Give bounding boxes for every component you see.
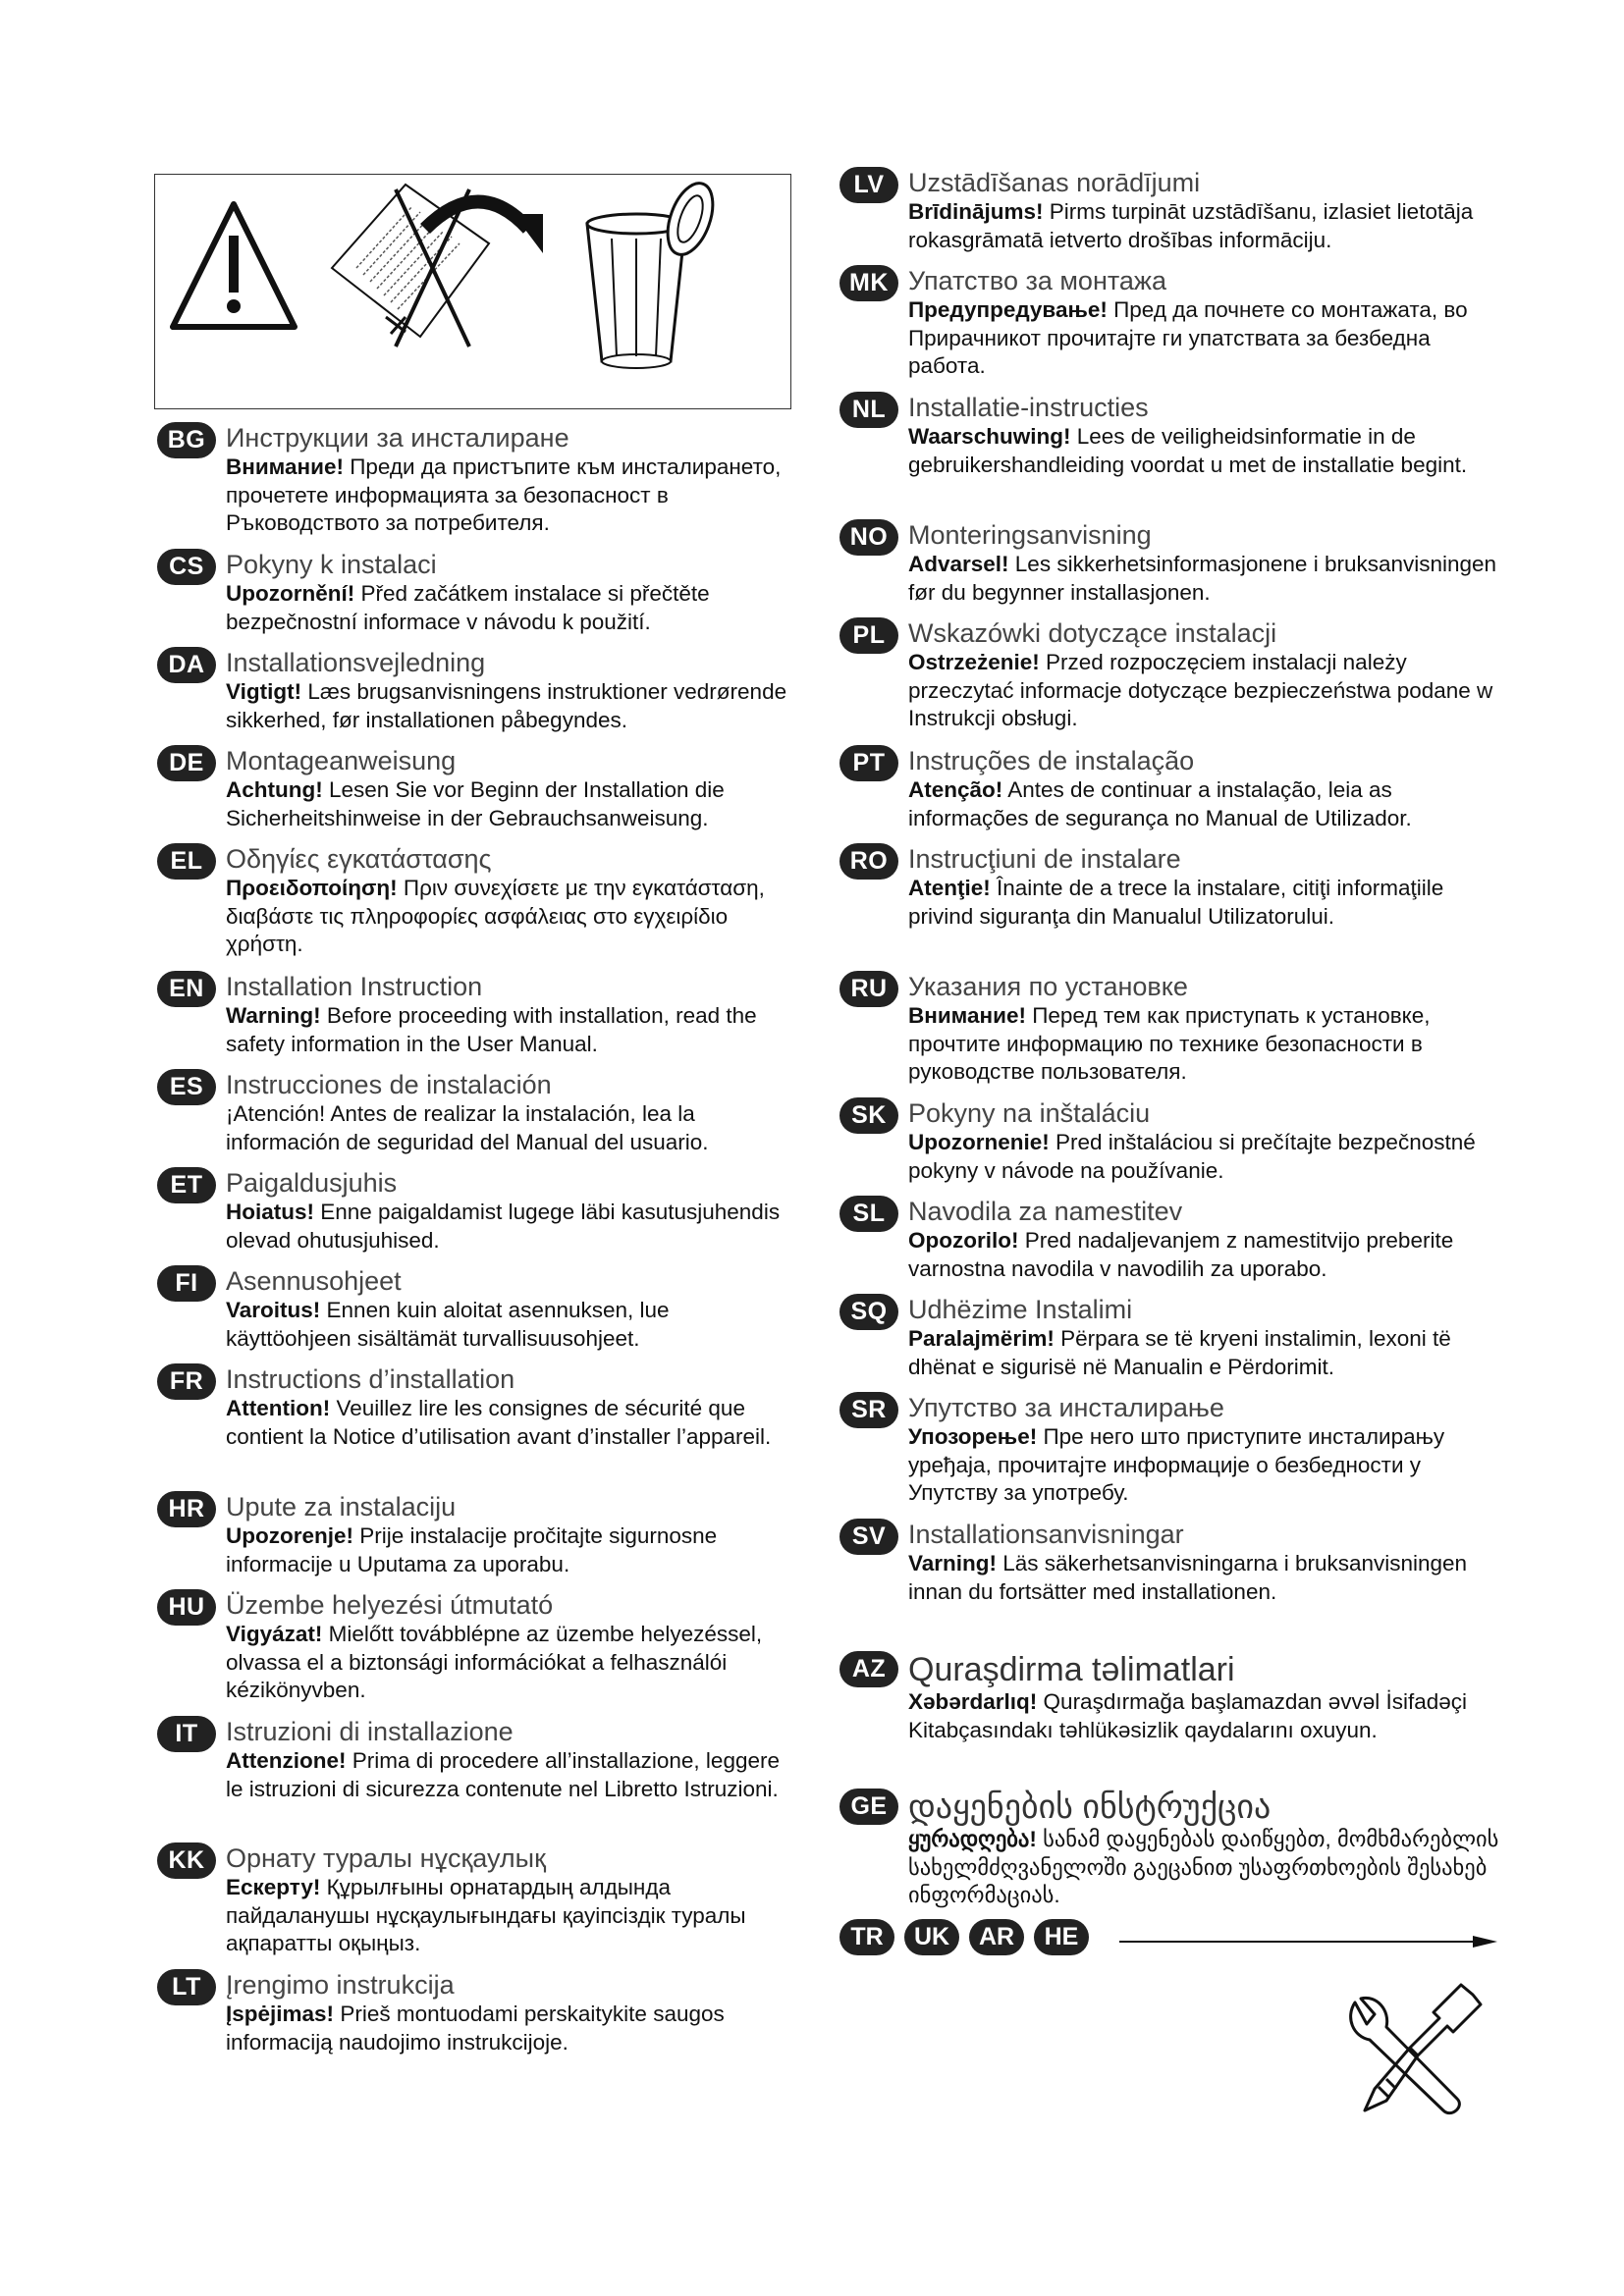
section-pt [839,745,1507,843]
section-title: Pokyny na inštaláciu [908,1098,1151,1128]
section-it [157,1716,795,1842]
lang-badge: SR [839,1392,898,1428]
warning-text: Pirms turpināt uzstādīšanu, izlasiet lietotāja rokasgrāmatā ietverto drošības informāciju. [908,199,1474,252]
section-body [226,678,795,734]
warning-label: Paralajmërim! [908,1326,1055,1351]
section-lt [157,1969,795,2067]
warning-label: Advarsel! [908,552,1009,576]
warning-label: Vigtigt! [226,679,302,704]
warning-label: Attenzione! [226,1748,347,1773]
section-body [908,1550,1507,1606]
section-et [157,1167,795,1265]
warning-text: Quraşdırmağa başlamazdan əvvəl İsifadəçi Kitabçasındakı təhlükəsizlik qaydalarını oxuyun. [908,1689,1468,1742]
warning-text: Пред да почнете со монтажата, во Прирачникот прочитајте ги упатствата за безбедна работа. [908,297,1468,378]
lang-badge: HR [157,1491,216,1527]
warning-label: Внимание! [908,1003,1026,1028]
lang-badge: IT [157,1716,216,1752]
section-body [226,776,795,832]
warning-text: Përpara se të kryeni instalimin, lexoni të dhënat e sigurisë në Manualin e Përdorimit. [908,1326,1451,1379]
section-da [157,647,795,745]
warning-text: Prieš montuodami perskaitykite saugos informaciją naudojimo instrukcijoje. [226,2002,725,2055]
lang-badge: RO [839,843,898,880]
lang-badge: SK [839,1097,898,1134]
lang-badge: SV [839,1519,898,1555]
warning-label: Atenţie! [908,876,991,900]
warning-label: Attention! [226,1396,331,1420]
section-title: Οδηγίες εγκατάστασης [226,844,492,874]
warning-label: Upozorenje! [226,1523,354,1548]
warning-text: Lesen Sie vor Beginn der Installation die Sicherheitshinweise in der Gebrauchsanweisung. [226,777,725,830]
section-sl [839,1196,1507,1294]
section-body [226,1747,795,1803]
section-sv [839,1519,1507,1651]
lang-badge: EL [157,843,216,880]
warning-label: ყურადღება! [908,1827,1037,1851]
warning-label: Внимание! [226,454,344,479]
section-title: Орнату туралы нұсқаулық [226,1843,546,1873]
lang-badge: BG [157,422,216,458]
section-body [226,1874,795,1958]
warning-text: Ennen kuin aloitat asennuksen, lue käyttöohjeen sisältämät turvallisuusohjeet. [226,1298,670,1351]
section-body [908,296,1507,381]
warning-text: Пре него што приступите инсталирању уређаја, прочитајте информације о безбедности у Упутству за употребу. [908,1424,1445,1505]
section-pl [839,617,1507,745]
lang-badge: KK [157,1842,216,1879]
warning-label: Предупредување! [908,297,1108,322]
warning-text: Перед тем как приступать к установке, прочтите информацию по технике безопасности в руководстве пользователя. [908,1003,1431,1084]
warning-text: Antes de continuar a instalação, leia as informações de segurança no Manual de Utilizador. [908,777,1412,830]
warning-text: Les sikkerhetsinformasjonene i bruksanvisningen før du begynner installasjonen. [908,552,1497,605]
warning-text: Преди да пристъпите към инсталирането, прочетете информацията за безопасност в Ръководството за потребителя. [226,454,782,535]
lang-badge: AZ [839,1651,898,1687]
section-body [908,1227,1507,1283]
warning-label: Waarschuwing! [908,424,1071,449]
warning-text: Πριν συνεχίσετε με την εγκατάσταση, διαβάστε τις πληροφορίες ασφάλειας στο εγχειρίδιο χρήστη. [226,876,765,956]
warning-label: Προειδοποίηση! [226,876,398,900]
warning-label: Ostrzeżenie! [908,650,1040,674]
section-body [226,1199,795,1255]
section-body [908,1688,1507,1744]
section-title: Pokyny k instalaci [226,550,437,579]
section-en [157,971,795,1069]
wrench-screwdriver-icon [1335,1973,1492,2130]
section-title: Upute za instalaciju [226,1492,457,1522]
section-lv [839,167,1507,265]
section-body [908,649,1507,733]
section-sk [839,1097,1507,1196]
section-fi [157,1265,795,1363]
section-body [226,1522,795,1578]
section-title: Paigaldusjuhis [226,1168,398,1198]
section-title: Installationsvejledning [226,648,486,677]
warning-text: Pred inštaláciou si prečítajte bezpečnostné pokyny v návode na používanie. [908,1130,1476,1183]
section-body [908,875,1507,931]
warning-label: Upozornenie! [908,1130,1050,1154]
lang-badge: LV [839,167,898,203]
section-title: Instrucţiuni de instalare [908,844,1181,874]
section-body [908,1002,1507,1087]
section-title: Üzembe helyezési útmutató [226,1590,554,1620]
section-title: Installatie-instructies [908,393,1149,422]
warning-label: Varoitus! [226,1298,321,1322]
lang-badge: HU [157,1589,216,1626]
section-hr [157,1491,795,1589]
section-ro [839,843,1507,971]
hero-illustration [154,174,791,409]
section-title: დაყენების ინსტრუქცია [908,1789,1272,1826]
section-title: Упатство за монтажа [908,266,1167,295]
section-kk [157,1842,795,1969]
section-title: Упутство за инсталирање [908,1393,1224,1422]
warning-text: Mielőtt továbblépne az üzembe helyezéssel, olvassa el a biztonsági információkat a felhasználói kézikönyvben. [226,1622,763,1702]
warning-triangle-icon [173,204,295,327]
warning-text: Läs säkerhetsanvisningarna i bruksanvisningen innan du fortsätter med installationen. [908,1551,1468,1604]
section-ge [839,1789,1507,1916]
warning-label: Atenção! [908,777,1003,802]
section-sr [839,1392,1507,1519]
warning-text: Pred nadaljevanjem z namestitvijo preberite varnostna navodila v navodilih za uporabo. [908,1228,1454,1281]
lang-badge: SQ [839,1294,898,1330]
warning-label: Varning! [908,1551,998,1575]
lang-badge: CS [157,549,216,585]
warning-label: Vigyázat! [226,1622,323,1646]
lang-badge: GE [839,1789,898,1825]
lang-badge: RU [839,971,898,1007]
lang-badge: NO [839,519,898,556]
section-title: Quraşdirma təlimatlari [908,1651,1235,1688]
warning-text: Before proceeding with installation, read the safety information in the User Manual. [226,1003,757,1056]
section-body [908,551,1507,607]
section-ru [839,971,1507,1097]
warning-label: Ескерту! [226,1875,321,1899]
section-fr [157,1363,795,1491]
section-title: Instrucciones de instalación [226,1070,552,1099]
lang-badge: ET [157,1167,216,1203]
section-body [226,454,795,538]
warning-label: Hoiatus! [226,1200,314,1224]
warning-text: Înainte de a trece la instalare, citiţi informaţiile privind siguranţa din Manualul Utilizatorului. [908,876,1444,929]
section-title: Instructions d’installation [226,1364,515,1394]
warning-label: Upozornění! [226,581,355,606]
section-mk [839,265,1507,392]
lang-badge-he: HE [1034,1919,1089,1955]
section-body [226,1297,795,1353]
warning-text: Przed rozpoczęciem instalacji należy przeczytać informacje dotyczące bezpieczeństwa podane w Instrukcji obsługi. [908,650,1493,730]
section-sq [839,1294,1507,1392]
section-title: Monteringsanvisning [908,520,1152,550]
section-bg [157,422,795,549]
section-no [839,519,1507,617]
warning-label: Opozorilo! [908,1228,1019,1253]
lang-badge: MK [839,265,898,301]
warning-text: სანამ დაყენებას დაიწყებთ, მომხმარებლის სახელმძღვანელოში გაეცანით უსაფრთხოების შესახებ ინფორმაციას. [908,1827,1499,1907]
section-el [157,843,795,971]
lang-badge: DE [157,745,216,781]
section-body [226,580,795,636]
warning-text: Prije instalacije pročitajte sigurnosne informacije u Uputama za uporabu. [226,1523,718,1576]
lang-badge-uk: UK [904,1919,959,1955]
warning-text: Lees de veiligheidsinformatie in de gebruikershandleiding voordat u met de installatie begint. [908,424,1468,477]
section-title: Udhëzime Instalimi [908,1295,1133,1324]
section-body [908,1325,1507,1381]
arrow-right-icon [1119,1936,1497,1948]
lang-badge: SL [839,1196,898,1232]
section-body [226,875,795,959]
warning-text: Құрылғыны орнатардың алдында пайдаланушы нұсқаулығындағы қауіпсіздік туралы ақпаратты оқыңыз. [226,1875,746,1955]
section-body [908,423,1507,479]
warning-label: Įspėjimas! [226,2002,335,2026]
section-title: Uzstādīšanas norādījumi [908,168,1201,197]
section-title: Montageanweisung [226,746,457,775]
section-title: Installationsanvisningar [908,1520,1184,1549]
warning-text: Před začátkem instalace si přečtěte bezpečnostní informace v návodu k použití. [226,581,710,634]
section-body [226,1621,795,1705]
trash-can-icon [587,177,722,368]
safety-illustration-icon [155,175,789,407]
warning-label: Brīdinājums! [908,199,1044,224]
section-body [908,1423,1507,1508]
section-body [226,2001,795,2056]
warning-text: Veuillez lire les consignes de sécurité que contient la Notice d’utilisation avant d’installer l’appareil. [226,1396,772,1449]
warning-label: Xəbərdarlıq! [908,1689,1038,1714]
warning-label: Achtung! [226,777,323,802]
section-hu [157,1589,795,1716]
section-es [157,1069,795,1167]
warning-text: Læs brugsanvisningens instruktioner vedrørende sikkerhed, før installationen påbegyndes. [226,679,787,732]
lang-badge: DA [157,647,216,683]
section-title: Įrengimo instrukcija [226,1970,455,2000]
section-title: Installation Instruction [226,972,483,1001]
left-column [157,422,795,2067]
section-body [226,1395,795,1451]
section-de [157,745,795,843]
lang-badge: NL [839,392,898,428]
section-title: Инструкции за инсталиране [226,423,569,453]
section-title: Instruções de instalação [908,746,1195,775]
lang-badge: EN [157,971,216,1007]
warning-text: Enne paigaldamist lugege läbi kasutusjuhendis olevad ohutusjuhised. [226,1200,781,1253]
right-column [839,167,1507,1916]
section-az [839,1651,1507,1789]
section-title: Wskazówki dotyczące instalacji [908,618,1277,648]
warning-text: Prima di procedere all’installazione, leggere le istruzioni di sicurezza contenute nel Libretto Istruzioni. [226,1748,780,1801]
section-title: Istruzioni di installazione [226,1717,514,1746]
lang-badge-tr: TR [839,1919,894,1955]
lang-badge: FR [157,1363,216,1400]
lang-badge: FI [157,1265,216,1302]
section-body [908,198,1507,254]
section-body [908,1129,1507,1185]
warning-text: ¡Atención! Antes de realizar la instalación, lea la información de seguridad del Manual del usuario. [226,1101,709,1154]
lang-badge: PL [839,617,898,654]
section-nl [839,392,1507,519]
lang-badge: PT [839,745,898,781]
warning-label: Упозорење! [908,1424,1038,1449]
section-title: Asennusohjeet [226,1266,402,1296]
more-languages-badges [839,1919,1089,1955]
lang-badge: ES [157,1069,216,1105]
section-body [226,1100,795,1156]
lang-badge-ar: AR [969,1919,1024,1955]
section-body [226,1002,795,1058]
section-title: Navodila za namestitev [908,1197,1183,1226]
lang-badge: LT [157,1969,216,2005]
section-body [908,1826,1507,1910]
warning-label: Warning! [226,1003,321,1028]
section-title: Указания по установке [908,972,1188,1001]
section-cs [157,549,795,647]
section-body [908,776,1507,832]
